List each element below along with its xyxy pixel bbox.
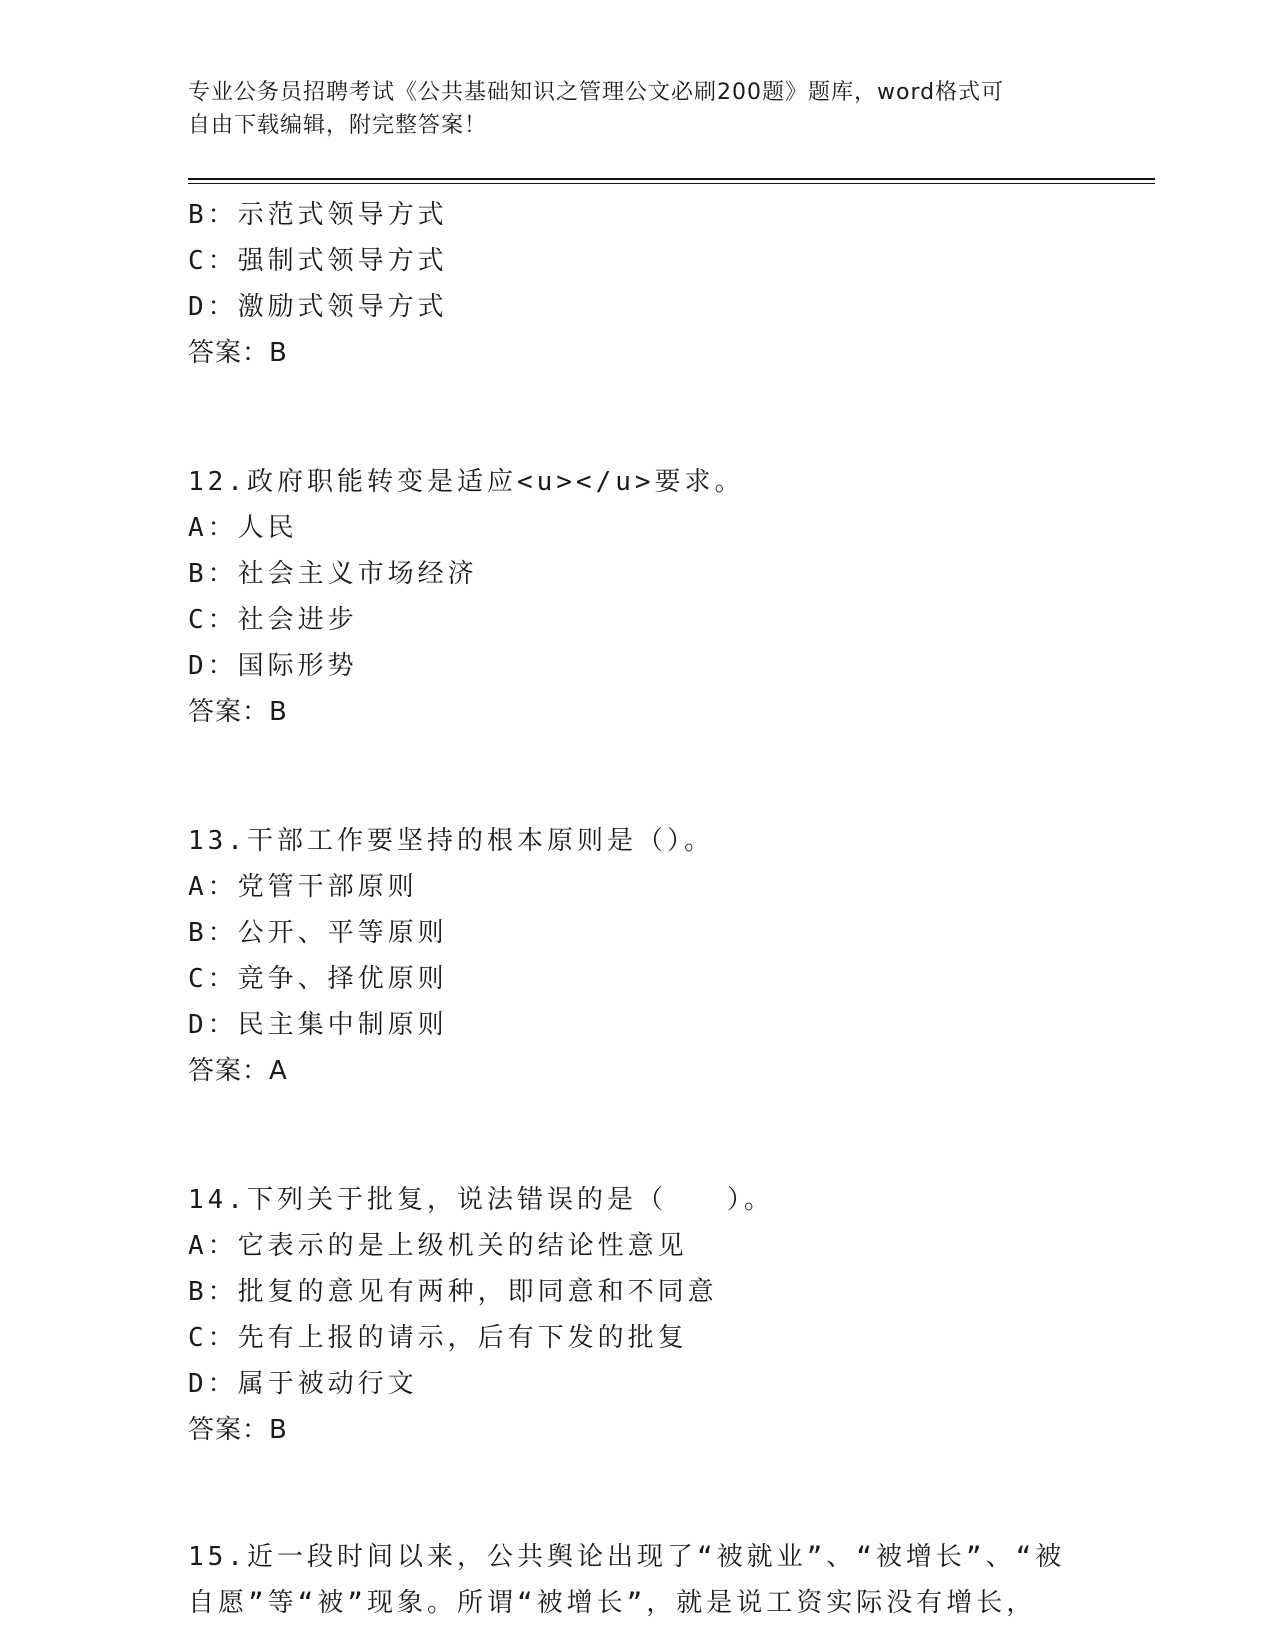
option-a: A：党管干部原则	[188, 872, 418, 902]
question-text-line-1: 15.近一段时间以来，公共舆论出现了“被就业”、“被增长”、“被	[188, 1542, 1066, 1572]
option-a: A：人民	[188, 513, 298, 543]
question-text-line-2: 自愿”等“被”现象。所谓“被增长”，就是说工资实际没有增长，	[188, 1588, 1037, 1618]
option-d: D：民主集中制原则	[188, 1010, 448, 1040]
answer-line: 答案：A	[188, 1056, 288, 1086]
option-c: C：强制式领导方式	[188, 246, 448, 276]
question-13-block	[188, 818, 1138, 1094]
question-15-block	[188, 1534, 1138, 1626]
option-c: C：先有上报的请示，后有下发的批复	[188, 1323, 688, 1353]
question-12-block	[188, 459, 1138, 735]
option-c: C：社会进步	[188, 605, 358, 635]
answer-line: 答案：B	[188, 697, 288, 727]
option-d: D：国际形势	[188, 651, 358, 681]
question-text: 13.干部工作要坚持的根本原则是（）。	[188, 826, 714, 856]
header-divider-thin	[188, 183, 1155, 184]
header-line-1: 专业公务员招聘考试《公共基础知识之管理公文必刷200题》题库，word格式可	[188, 80, 1005, 105]
option-b: B：社会主义市场经济	[188, 559, 478, 589]
option-d: D：属于被动行文	[188, 1369, 418, 1399]
option-b: B：公开、平等原则	[188, 918, 448, 948]
header-line-2: 自由下载编辑，附完整答案！	[188, 113, 488, 138]
answer-line: 答案：B	[188, 338, 288, 368]
question-text: 12.政府职能转变是适应<u></u>要求。	[188, 467, 745, 497]
spacer	[188, 735, 1138, 818]
question-14-block	[188, 1177, 1138, 1453]
question-11-block	[188, 192, 1138, 376]
question-list	[188, 192, 1138, 1626]
option-d: D：激励式领导方式	[188, 292, 448, 322]
question-text: 14.下列关于批复，说法错误的是（ ）。	[188, 1185, 774, 1215]
document-header	[188, 76, 1088, 142]
option-c: C：竞争、择优原则	[188, 964, 448, 994]
spacer	[188, 1453, 1138, 1534]
header-divider-thick	[188, 178, 1155, 180]
answer-line: 答案：B	[188, 1415, 288, 1445]
option-a: A：它表示的是上级机关的结论性意见	[188, 1231, 688, 1261]
option-b: B：示范式领导方式	[188, 200, 448, 230]
spacer	[188, 376, 1138, 459]
spacer	[188, 1094, 1138, 1177]
option-b: B：批复的意见有两种，即同意和不同意	[188, 1277, 718, 1307]
